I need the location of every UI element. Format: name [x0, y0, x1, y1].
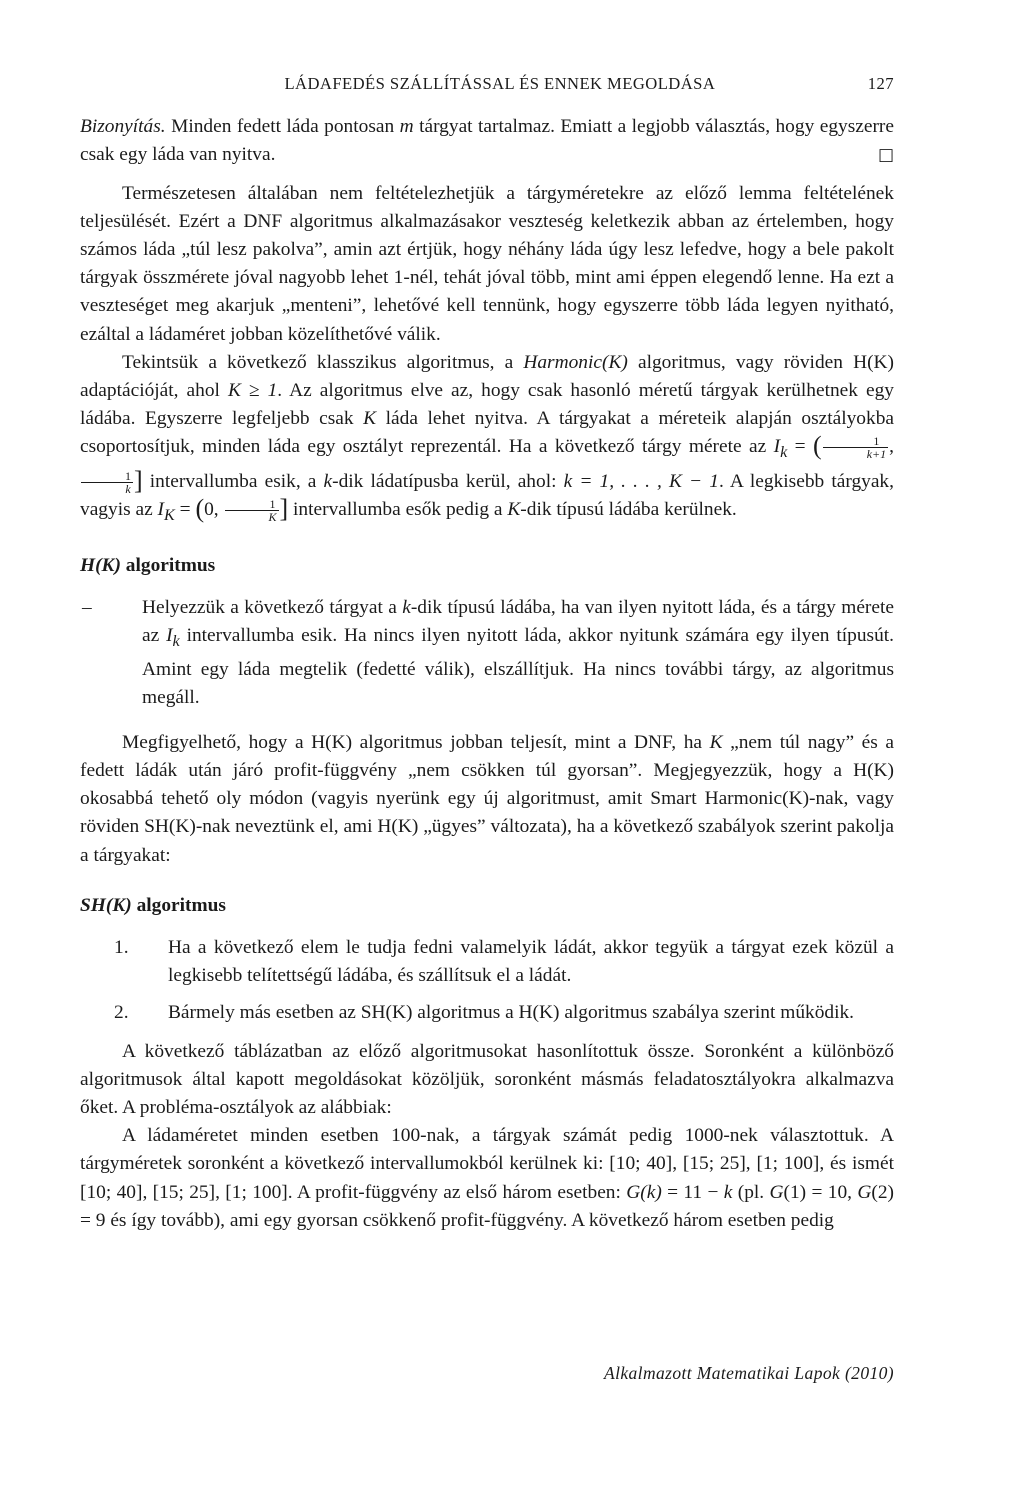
proof-text-a: Minden fedett láda pontosan: [165, 116, 400, 138]
proof-label: Bizonyítás.: [80, 116, 166, 138]
text: intervallumba esők pedig a: [288, 498, 508, 520]
text: . A legkisebb tárgyak, vagyis az: [80, 470, 894, 520]
fraction-numerator: 1: [823, 435, 888, 448]
text: . Az algoritmus elve az, hogy csak hasonló méretű tárgyak kerülhetnek egy ládába. Egyszerre legfeljebb csak: [80, 380, 894, 430]
math-K: K: [363, 408, 377, 430]
text: láda lehet nyitva. A tárgyakat a méreteik alapján osztályokba csoportosítjuk, minden láda egy osztályt reprezentál. Ha a következő tárgy mérete az: [80, 408, 894, 458]
text: Megfigyelhető, hogy a H(K) algoritmus jobban teljesít, mint a DNF, ha: [122, 731, 710, 753]
math-subscript: K: [164, 506, 175, 524]
paragraph-table-intro: A következő táblázatban az előző algoritmusokat hasonlítottuk össze. Soronként a különböző algoritmusok által kapott megoldásokat közöljük, soronként másmás feladatosztályokra alkalmazva őket. A probléma-osztályok az alábbiak:: [80, 1040, 894, 1118]
text: -dik ládatípusba kerül, ahol:: [332, 470, 564, 492]
text: „nem túl nagy” és a fedett ládák után járó profit-függvény „nem csökken túl gyorsan”. Megjegyezzük, hogy a H(K) okosabbá tehető oly módon (vagyis nyerünk egy új algoritmust, amit Smart Harmonic(K)-nak, vagy röviden SH(K)-nak neveztünk el, ami H(K) „ügyes” változata), ha a következő szabályok szerint pakolja a tárgyakat:: [80, 731, 894, 866]
algorithm-word: algoritmus: [131, 894, 226, 916]
fraction-numerator: 1: [225, 498, 279, 511]
header-title: LÁDAFEDÉS SZÁLLÍTÁSSAL ÉS ENNEK MEGOLDÁSA: [284, 74, 716, 93]
math-zero: 0,: [204, 498, 224, 520]
text: intervallumba esik, a: [142, 470, 324, 492]
hk-algorithm-heading: [80, 552, 894, 580]
text: -dik típusú ládába kerülnek.: [520, 498, 737, 520]
text: (1) = 10,: [783, 1181, 858, 1203]
shk-algorithm-heading: [80, 892, 894, 920]
math-condition: K ≥ 1: [227, 380, 278, 402]
text: intervallumba esik. Ha nincs ilyen nyitott láda, akkor nyitunk számára egy ilyen típusút. Amint egy láda megtelik (fedetté válik), elszállítjuk. Ha nincs további tárgy, az algoritmus megáll.: [142, 625, 894, 709]
proof-text-b: tárgyat tartalmaz. Emiatt a legjobb választás, hogy egyszerre csak egy láda van nyitva.: [80, 116, 894, 166]
running-header: [80, 70, 894, 98]
text: = 11 −: [661, 1181, 724, 1203]
paragraph-problem-classes: [80, 1122, 894, 1235]
text: algoritmus, vagy röviden H(K) adaptációját, ahol: [80, 351, 894, 402]
math-I: I: [773, 436, 781, 458]
algorithm-word: algoritmus: [120, 554, 216, 576]
hk-rule-text: [142, 594, 894, 713]
paragraph-dnf-loss: Természetesen általában nem feltételezhetjük a tárgyméretekre az előző lemma feltételének teljesülését. Ezért a DNF algoritmus alkalmazásakor veszteség keletkezik abban az értelemben, hogy számos láda „túl lesz pakolva”, amin azt értjük, hogy néhány láda úgy lesz lefedve, hogy a bele pakolt tárgyak összmérete jóval nagyobb lehet 1-nél, tehát jóval több, mint ami éppen elegendő lenne. Ha ezt a veszteséget meg akarjuk „menteni”, lehetővé kell tennünk, hogy egyszerre több láda legyen nyitható, ezáltal a ládaméret jobban közelíthetővé válik.: [80, 182, 894, 345]
journal-footer: Alkalmazott Matematikai Lapok (2010): [604, 1363, 894, 1383]
shk-rule-list: [80, 934, 894, 1028]
list-text: Bármely más esetben az SH(K) algoritmus a H(K) algoritmus szabálya szerint működik.: [168, 1002, 855, 1024]
fraction: [823, 435, 888, 460]
math-range: k = 1, . . . , K − 1: [563, 470, 719, 492]
algorithm-name: SH(K): [80, 894, 132, 916]
paragraph-harmonic: Tekintsük a következő klasszikus algoritmus, a Harmonic(K) algoritmus, vagy röviden H(K) adaptációját, ahol K ≥ 1. Az algoritmus elve az, hogy csak hasonló méretű tárgyak kerülhetnek egy ládába. Egyszerre legfeljebb csak K láda lehet nyitva. A tárgyakat a méreteik alapján osztályokba csoportosítjuk, minden láda egy osztályt reprezentál. Ha a következő tárgy mérete az $I_k$ = ( $\frac{1}{k+1}$ , $\frac{1}{k}$ ] intervallumba esik, a k-dik ládatípusba kerül, ahol: k = 1, . . . , K − 1. A legkisebb tárgyak, vagyis az $I_K = (0$, $\frac{1}{K}$ ] intervallumba esők pedig a K-dik típusú ládába kerülnek.: [80, 351, 894, 524]
fraction: [81, 470, 133, 495]
math-equals: =: [787, 436, 814, 458]
math-I: I: [166, 625, 173, 647]
math-k: k: [323, 470, 333, 492]
fraction-denominator: k: [125, 481, 131, 496]
text: Helyezzük a következő tárgyat a: [142, 597, 403, 618]
list-number: 1.: [114, 936, 129, 958]
algorithm-name: H(K): [80, 554, 121, 576]
math-equals: =: [174, 498, 196, 520]
text: (pl.: [732, 1181, 770, 1203]
math-k: k: [723, 1181, 733, 1203]
close-bracket: ]: [134, 465, 143, 495]
math-G: G: [769, 1181, 784, 1203]
page: [80, 70, 894, 1235]
fraction-denominator: k+1: [866, 447, 887, 462]
page-number: 127: [867, 74, 894, 93]
paragraph-smart-harmonic: [80, 729, 894, 870]
math-k: k: [402, 597, 411, 618]
math-m: m: [399, 116, 414, 138]
open-paren: (: [195, 493, 205, 523]
close-bracket: ]: [279, 493, 289, 523]
qed-symbol: □: [877, 145, 894, 166]
text: (2) = 9 és így tovább), ami egy gyorsan csökkenő profit-függvény. A következő három esetben pedig: [80, 1181, 894, 1231]
fraction: [225, 498, 279, 523]
math-G: G: [857, 1181, 872, 1203]
text: -dik típusú ládába, ha van ilyen nyitott láda, és a tárgy mérete az: [142, 597, 894, 647]
math-subscript: k: [780, 444, 788, 462]
math-K: K: [709, 731, 723, 753]
fraction-numerator: 1: [81, 470, 133, 483]
text: Tekintsük a következő klasszikus algoritmus, a: [122, 351, 524, 373]
proof-paragraph: [80, 113, 894, 169]
math-subscript: k: [172, 633, 180, 651]
math-I: I: [157, 498, 165, 520]
fraction-denominator: K: [268, 509, 277, 524]
dash-marker: –: [82, 597, 92, 618]
hk-rule-item: [82, 594, 894, 713]
open-paren: (: [813, 431, 822, 461]
math-K: K: [507, 498, 521, 520]
list-text: Ha a következő elem le tudja fedni valamelyik ládát, akkor tegyük a tárgyat ezek közül a legkisebb telítettségű ládába, és szállítsuk el a ládát.: [168, 936, 894, 987]
text: A ládaméretet minden esetben 100-nak, a tárgyak számát pedig 1000-nek választottuk. A tárgyméretek soronként a következő intervallumokból kerülnek ki: [10; 40], [15; 25], [1; 100], és ismét [10; 40], [15; 25], [1; 100]. A profit-függvény az első három esetben:: [80, 1125, 894, 1203]
math-harmonic: Harmonic(K): [523, 351, 628, 373]
list-number: 2.: [114, 1002, 129, 1024]
list-item: [114, 934, 894, 990]
math-Gk: G(k): [626, 1181, 662, 1203]
list-item: [114, 999, 894, 1027]
